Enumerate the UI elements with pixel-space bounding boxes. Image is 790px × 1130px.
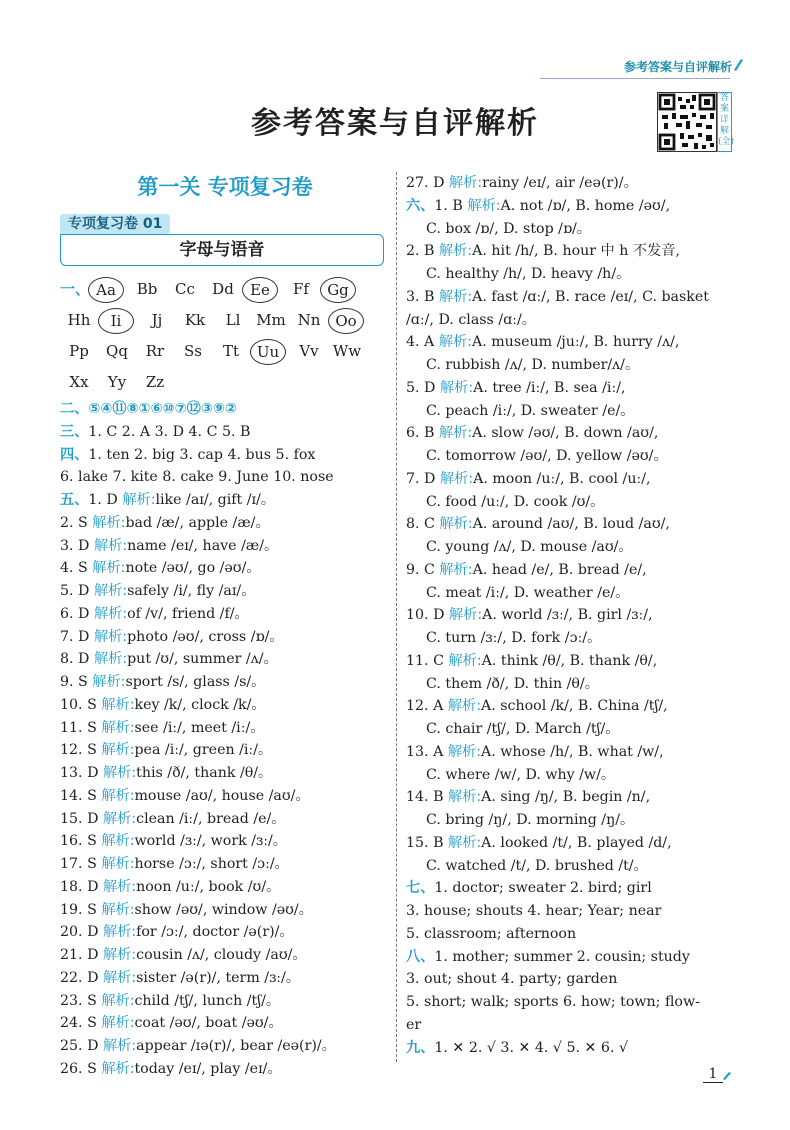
analysis-label: 解析: bbox=[439, 561, 473, 578]
letters-row bbox=[60, 367, 390, 398]
answer-text: er bbox=[406, 1016, 422, 1033]
answer-text: 5. short; walk; sports 6. how; town; flow- bbox=[406, 994, 700, 1010]
answer-line bbox=[60, 967, 390, 990]
answer-line bbox=[60, 762, 390, 785]
answer-text: 15. B bbox=[406, 834, 449, 851]
letter: Jj bbox=[151, 311, 163, 329]
analysis-text: show /əʊ/, window /əʊ/。 bbox=[134, 901, 313, 918]
analysis-label: 解析: bbox=[93, 651, 128, 668]
answer-line bbox=[406, 536, 736, 559]
letter: Qq bbox=[106, 342, 128, 360]
analysis-label: 解析: bbox=[448, 789, 482, 806]
letter-circled: Uu bbox=[250, 339, 286, 365]
letter: Cc bbox=[175, 280, 195, 298]
section-number: 二、 bbox=[60, 401, 89, 417]
subsection-tag: 专项复习卷 01 bbox=[60, 214, 170, 234]
answer-line bbox=[60, 648, 390, 671]
analysis-label: 解析: bbox=[93, 537, 128, 554]
answer-line bbox=[406, 354, 736, 377]
analysis-label: 解析: bbox=[101, 696, 135, 713]
letter: Zz bbox=[145, 373, 165, 391]
answer-line bbox=[406, 218, 736, 241]
analysis-label: 解析: bbox=[101, 787, 135, 804]
right-answers bbox=[406, 172, 736, 1059]
analysis-text: horse /ɔː/, short /ɔː/。 bbox=[134, 856, 289, 872]
analysis-label: 解析: bbox=[92, 560, 126, 577]
analysis-label: 解析: bbox=[101, 719, 135, 736]
answer-text: 17. S bbox=[60, 856, 102, 872]
answer-text: 3. house; shouts 4. hear; Year; near bbox=[406, 903, 662, 919]
answer-text: 5. D bbox=[60, 583, 94, 599]
answer-text: 3. D bbox=[60, 537, 94, 554]
letter: Mm bbox=[256, 311, 286, 329]
answer-text: C. peach /iː/, D. sweater /e/。 bbox=[426, 402, 635, 419]
letter: Vv bbox=[299, 342, 319, 360]
answer-line bbox=[60, 444, 390, 467]
left-column bbox=[60, 172, 390, 1081]
analysis-label: 解析: bbox=[101, 901, 135, 918]
answer-line bbox=[60, 557, 390, 580]
analysis-text: A. moon /uː/, B. cool /uː/, bbox=[473, 470, 651, 487]
answer-text: C. young /ʌ/, D. mouse /aʊ/。 bbox=[426, 539, 633, 555]
analysis-text: put /ʊ/, summer /ʌ/。 bbox=[127, 651, 278, 668]
answer-line bbox=[406, 263, 736, 286]
letter-circled: Aa bbox=[88, 277, 124, 303]
analysis-label: 解析: bbox=[448, 175, 483, 191]
left-answers bbox=[60, 398, 390, 1081]
qr-code-icon[interactable] bbox=[657, 92, 717, 152]
answer-text: C. rubbish /ʌ/, D. number/ʌ/。 bbox=[426, 357, 640, 373]
letter: Ss bbox=[184, 342, 202, 360]
answer-text: C. watched /t/, D. brushed /t/。 bbox=[426, 857, 648, 874]
answer-text: 4. S bbox=[60, 560, 93, 577]
letter: Ff bbox=[293, 280, 309, 298]
answer-text: 1. mother; summer 2. cousin; study bbox=[434, 948, 690, 965]
analysis-text: A. whose /h/, B. what /w/, bbox=[481, 743, 664, 760]
answer-text: 5. D bbox=[406, 379, 440, 396]
answer-line bbox=[60, 626, 390, 649]
answer-text: C. healthy /h/, D. heavy /h/。 bbox=[426, 266, 631, 282]
analysis-text: bad /æ/, apple /æ/。 bbox=[125, 514, 270, 531]
answer-text: 10. S bbox=[60, 696, 102, 713]
analysis-label: 解析: bbox=[102, 765, 137, 781]
letter: Rr bbox=[145, 342, 165, 360]
analysis-text: A. not /ɒ/, B. home /əʊ/, bbox=[500, 197, 671, 214]
answer-line bbox=[60, 899, 390, 922]
section-number: 五、 bbox=[60, 492, 89, 508]
answer-text: 6. lake 7. kite 8. cake 9. June 10. nose bbox=[60, 469, 334, 486]
answer-line bbox=[406, 764, 736, 787]
analysis-text: A. school /k/, B. China /tʃ/, bbox=[481, 698, 668, 715]
answer-text: 4. A bbox=[406, 334, 439, 351]
answer-text: 14. B bbox=[406, 789, 449, 806]
answer-line bbox=[60, 671, 390, 694]
analysis-label: 解析: bbox=[102, 947, 137, 963]
page-header bbox=[0, 0, 790, 86]
answer-text: 21. D bbox=[60, 947, 103, 963]
analysis-text: A. looked /t/, B. played /d/, bbox=[481, 834, 672, 851]
answer-text: C. chair /tʃ/, D. March /tʃ/。 bbox=[426, 721, 620, 737]
analysis-text: photo /əʊ/, cross /ɒ/。 bbox=[127, 628, 284, 645]
analysis-text: this /ð/, thank /θ/。 bbox=[136, 765, 273, 781]
answer-text: 3. B bbox=[406, 288, 439, 305]
answer-line bbox=[406, 445, 736, 468]
answer-text: 10. D bbox=[406, 607, 449, 624]
analysis-text: name /eɪ/, have /æ/。 bbox=[127, 537, 279, 554]
analysis-text: pea /iː/, green /iː/。 bbox=[134, 742, 273, 759]
answer-line bbox=[60, 853, 390, 876]
answer-text: C. meat /iː/, D. weather /e/。 bbox=[426, 584, 630, 601]
subsection-title: 字母与语音 bbox=[60, 234, 384, 266]
analysis-label: 解析: bbox=[93, 605, 128, 622]
answer-text: 14. S bbox=[60, 787, 102, 804]
answer-text: 26. S bbox=[60, 1060, 102, 1077]
answer-text: 15. D bbox=[60, 810, 103, 827]
answer-line bbox=[60, 876, 390, 899]
answer-line bbox=[406, 331, 736, 354]
analysis-label: 解析: bbox=[92, 674, 126, 690]
right-column bbox=[406, 172, 736, 1059]
analysis-label: 解析: bbox=[101, 742, 135, 759]
analysis-text: mouse /aʊ/, house /aʊ/。 bbox=[134, 787, 310, 804]
corner-label: 参考答案与自评解析 bbox=[623, 60, 732, 74]
answer-line bbox=[406, 650, 736, 673]
answer-text: 12. S bbox=[60, 742, 102, 759]
answer-text: 9. C bbox=[406, 561, 440, 578]
analysis-text: A. head /e/, B. bread /e/, bbox=[472, 561, 647, 578]
analysis-label: 解析: bbox=[438, 243, 473, 260]
answer-text: 6. B bbox=[406, 425, 439, 442]
analysis-label: 解析: bbox=[447, 743, 481, 760]
section-number: 六、 bbox=[406, 197, 435, 214]
answer-text: ⑤④⑪⑧①⑥⑩⑦⑫③⑨② bbox=[88, 401, 237, 417]
answer-line bbox=[406, 741, 736, 764]
answer-line bbox=[60, 535, 390, 558]
answer-line bbox=[406, 695, 736, 718]
answer-line bbox=[406, 832, 736, 855]
analysis-label: 解析: bbox=[101, 992, 135, 1009]
answer-text: 18. D bbox=[60, 878, 103, 895]
answer-line bbox=[406, 946, 736, 969]
answer-text: 1. B bbox=[434, 197, 468, 214]
answer-line bbox=[60, 398, 390, 421]
answer-text: 1. C 2. A 3. D 4. C 5. B bbox=[88, 423, 251, 440]
answer-line bbox=[406, 468, 736, 491]
analysis-label: 解析: bbox=[101, 1060, 135, 1077]
answer-line bbox=[60, 489, 390, 512]
analysis-text: A. hit /h/, B. hour 中 h 不发音, bbox=[472, 243, 680, 260]
answer-text: 22. D bbox=[60, 969, 103, 986]
analysis-label: 解析: bbox=[448, 652, 482, 669]
letter: Yy bbox=[107, 373, 127, 391]
analysis-label: 解析: bbox=[122, 492, 156, 508]
subsection-header bbox=[60, 214, 390, 266]
analysis-label: 解析: bbox=[467, 197, 501, 214]
letter: Dd bbox=[212, 280, 234, 298]
analysis-label: 解析: bbox=[448, 607, 483, 624]
answer-line bbox=[406, 809, 736, 832]
analysis-text: world /ɜː/, work /ɜː/。 bbox=[134, 833, 287, 850]
analysis-label: 解析: bbox=[93, 628, 128, 645]
answer-text: 2. B bbox=[406, 243, 439, 260]
letters-grid bbox=[60, 274, 390, 398]
answer-line bbox=[60, 717, 390, 740]
answer-text: 8. D bbox=[60, 651, 94, 668]
letter: Ww bbox=[332, 342, 362, 360]
analysis-text: today /eɪ/, play /eɪ/。 bbox=[134, 1060, 282, 1077]
letters-row bbox=[60, 274, 390, 305]
analysis-text: sport /s/, glass /s/。 bbox=[125, 674, 266, 690]
answer-line bbox=[406, 309, 736, 332]
letter-circled: Ii bbox=[98, 308, 134, 334]
answer-line bbox=[406, 923, 736, 946]
answer-text: 8. C bbox=[406, 516, 440, 533]
letter: Pp bbox=[69, 342, 89, 360]
answer-text: C. bring /ŋ/, D. morning /ŋ/。 bbox=[426, 812, 635, 828]
answer-text: 24. S bbox=[60, 1015, 102, 1032]
answer-line bbox=[60, 739, 390, 762]
page-pen-icon bbox=[722, 1070, 732, 1080]
answer-text: 20. D bbox=[60, 924, 103, 941]
answer-line bbox=[60, 1058, 390, 1081]
answer-line bbox=[406, 400, 736, 423]
answer-line bbox=[406, 559, 736, 582]
answer-line bbox=[406, 786, 736, 809]
analysis-text: like /aɪ/, gift /ɪ/。 bbox=[155, 492, 276, 508]
answer-text: C. where /w/, D. why /w/。 bbox=[426, 766, 616, 783]
answer-text: 11. S bbox=[60, 719, 102, 736]
section-number: 一、 bbox=[60, 280, 91, 298]
answer-text: /ɑː/, D. class /ɑː/。 bbox=[406, 311, 536, 328]
letter-circled: Ee bbox=[242, 277, 278, 303]
analysis-text: appear /ɪə(r)/, bear /eə(r)/。 bbox=[136, 1038, 336, 1054]
section-number: 八、 bbox=[406, 948, 435, 965]
answer-line bbox=[60, 580, 390, 603]
analysis-label: 解析: bbox=[92, 514, 126, 531]
analysis-label: 解析: bbox=[439, 516, 473, 533]
column-divider bbox=[396, 172, 397, 1062]
answer-line bbox=[406, 877, 736, 900]
answer-text: 23. S bbox=[60, 992, 102, 1009]
section-title: 第一关 专项复习卷 bbox=[137, 175, 313, 199]
analysis-label: 解析: bbox=[448, 834, 482, 851]
analysis-text: rainy /eɪ/, air /eə(r)/。 bbox=[482, 175, 638, 191]
analysis-label: 解析: bbox=[101, 1015, 135, 1032]
analysis-label: 解析: bbox=[102, 924, 137, 941]
section-number: 七、 bbox=[406, 880, 435, 897]
letter: Hh bbox=[67, 311, 91, 329]
answer-text: 27. D bbox=[406, 175, 449, 191]
answer-line bbox=[60, 785, 390, 808]
analysis-text: clean /iː/, bread /e/。 bbox=[136, 810, 286, 827]
answer-line bbox=[406, 582, 736, 605]
answer-line bbox=[406, 377, 736, 400]
analysis-text: sister /ə(r)/, term /ɜː/。 bbox=[136, 969, 301, 986]
answer-text: 11. C bbox=[406, 652, 449, 669]
answer-line bbox=[60, 990, 390, 1013]
analysis-label: 解析: bbox=[102, 878, 137, 895]
analysis-text: noon /uː/, book /ʊ/。 bbox=[136, 878, 281, 895]
answer-line bbox=[406, 991, 736, 1014]
letter-circled: Gg bbox=[320, 277, 356, 303]
analysis-label: 解析: bbox=[438, 288, 473, 305]
section-number: 四、 bbox=[60, 446, 89, 463]
answer-line bbox=[406, 172, 736, 195]
answer-text: C. tomorrow /əʊ/, D. yellow /əʊ/。 bbox=[426, 448, 668, 464]
answer-line bbox=[406, 513, 736, 536]
answer-text: 25. D bbox=[60, 1038, 103, 1054]
answer-text: 9. S bbox=[60, 674, 93, 690]
qr-side-label: 答案详解(全) bbox=[717, 92, 732, 152]
analysis-label: 解析: bbox=[93, 583, 128, 599]
answer-line bbox=[406, 1014, 736, 1037]
answer-line bbox=[406, 718, 736, 741]
answer-line bbox=[406, 604, 736, 627]
answer-line bbox=[406, 240, 736, 263]
analysis-text: child /tʃ/, lunch /tʃ/。 bbox=[134, 992, 281, 1009]
answer-line bbox=[60, 512, 390, 535]
analysis-label: 解析: bbox=[101, 833, 135, 850]
letter: Bb bbox=[136, 280, 158, 298]
answer-text: 3. out; shout 4. party; garden bbox=[406, 971, 618, 988]
analysis-text: see /iː/, meet /iː/。 bbox=[134, 719, 265, 736]
answer-text: 12. A bbox=[406, 698, 448, 715]
answer-text: C. box /ɒ/, D. stop /ɒ/。 bbox=[426, 220, 591, 237]
analysis-label: 解析: bbox=[102, 969, 137, 986]
page-title: 参考答案与自评解析 bbox=[251, 106, 539, 141]
answer-line bbox=[406, 673, 736, 696]
analysis-label: 解析: bbox=[102, 1038, 137, 1054]
analysis-text: for /ɔː/, doctor /ə(r)/。 bbox=[136, 924, 294, 941]
answer-text: 5. classroom; afternoon bbox=[406, 925, 577, 942]
answer-line bbox=[60, 1012, 390, 1035]
answer-text: C. food /uː/, D. cook /ʊ/。 bbox=[426, 493, 605, 510]
answer-text: 16. S bbox=[60, 833, 102, 850]
answer-line bbox=[406, 1037, 736, 1060]
letter: Ll bbox=[225, 311, 241, 329]
section-number: 三、 bbox=[60, 423, 89, 440]
analysis-text: safely /i/, fly /aɪ/。 bbox=[127, 583, 256, 599]
letter: Nn bbox=[297, 311, 321, 329]
section-number: 九、 bbox=[406, 1039, 435, 1056]
answer-text: 1. ✕ 2. √ 3. ✕ 4. √ 5. ✕ 6. √ bbox=[434, 1039, 629, 1056]
analysis-text: A. slow /əʊ/, B. down /aʊ/, bbox=[472, 425, 659, 442]
answer-line bbox=[60, 944, 390, 967]
analysis-label: 解析: bbox=[438, 425, 473, 442]
answer-text: 7. D bbox=[406, 470, 440, 487]
analysis-text: note /əʊ/, go /əʊ/。 bbox=[125, 560, 261, 577]
analysis-text: key /k/, clock /k/。 bbox=[134, 696, 266, 713]
answer-line bbox=[60, 921, 390, 944]
analysis-text: cousin /ʌ/, cloudy /aʊ/。 bbox=[136, 947, 307, 963]
answer-text: 2. S bbox=[60, 514, 93, 531]
answer-text: 1. D bbox=[88, 492, 123, 508]
analysis-text: coat /əʊ/, boat /əʊ/。 bbox=[134, 1015, 283, 1032]
answer-line bbox=[406, 627, 736, 650]
analysis-text: A. museum /juː/, B. hurry /ʌ/, bbox=[471, 334, 680, 351]
letter: Xx bbox=[69, 373, 89, 391]
header-rule bbox=[540, 78, 730, 79]
answer-line bbox=[60, 694, 390, 717]
analysis-label: 解析: bbox=[439, 379, 474, 396]
answer-text: 1. ten 2. big 3. cap 4. bus 5. fox bbox=[88, 446, 316, 463]
answer-line bbox=[60, 466, 390, 489]
answer-line bbox=[60, 1035, 390, 1058]
answer-line bbox=[60, 421, 390, 444]
answer-text: 19. S bbox=[60, 901, 102, 918]
answer-line bbox=[406, 286, 736, 309]
letter: Tt bbox=[222, 342, 240, 360]
analysis-label: 解析: bbox=[438, 334, 472, 351]
letters-row bbox=[60, 305, 390, 336]
analysis-text: A. sing /ŋ/, B. begin /n/, bbox=[481, 789, 651, 806]
analysis-label: 解析: bbox=[439, 470, 474, 487]
analysis-text: A. think /θ/, B. thank /θ/, bbox=[481, 652, 658, 669]
answer-line bbox=[406, 968, 736, 991]
answer-line bbox=[60, 830, 390, 853]
letters-row bbox=[60, 336, 390, 367]
answer-line bbox=[60, 603, 390, 626]
analysis-text: A. tree /iː/, B. sea /iː/, bbox=[473, 379, 626, 396]
answer-text: 6. D bbox=[60, 605, 94, 622]
answer-line bbox=[406, 900, 736, 923]
page-number: 1 bbox=[703, 1066, 723, 1083]
answer-text: 7. D bbox=[60, 628, 94, 645]
answer-line bbox=[60, 808, 390, 831]
analysis-label: 解析: bbox=[101, 856, 135, 872]
pen-icon bbox=[732, 56, 744, 72]
answer-line bbox=[406, 422, 736, 445]
answer-text: 13. D bbox=[60, 765, 103, 781]
answer-line bbox=[406, 195, 736, 218]
answer-line bbox=[406, 855, 736, 878]
letter: Kk bbox=[184, 311, 206, 329]
analysis-text: A. world /ɜː/, B. girl /ɜː/, bbox=[482, 607, 653, 624]
answer-text: 1. doctor; sweater 2. bird; girl bbox=[434, 880, 652, 897]
analysis-text: of /v/, friend /f/。 bbox=[127, 605, 249, 622]
analysis-text: A. around /aʊ/, B. loud /aʊ/, bbox=[472, 516, 670, 533]
analysis-label: 解析: bbox=[447, 698, 481, 715]
analysis-text: A. fast /ɑː/, B. race /eɪ/, C. basket bbox=[472, 288, 709, 305]
answer-text: C. them /ð/, D. thin /θ/。 bbox=[426, 675, 599, 692]
answer-line bbox=[406, 491, 736, 514]
answer-text: 13. A bbox=[406, 743, 448, 760]
answer-text: C. turn /ɜː/, D. fork /ɔː/。 bbox=[426, 630, 602, 646]
letter-circled: Oo bbox=[328, 308, 364, 334]
analysis-label: 解析: bbox=[102, 810, 137, 827]
